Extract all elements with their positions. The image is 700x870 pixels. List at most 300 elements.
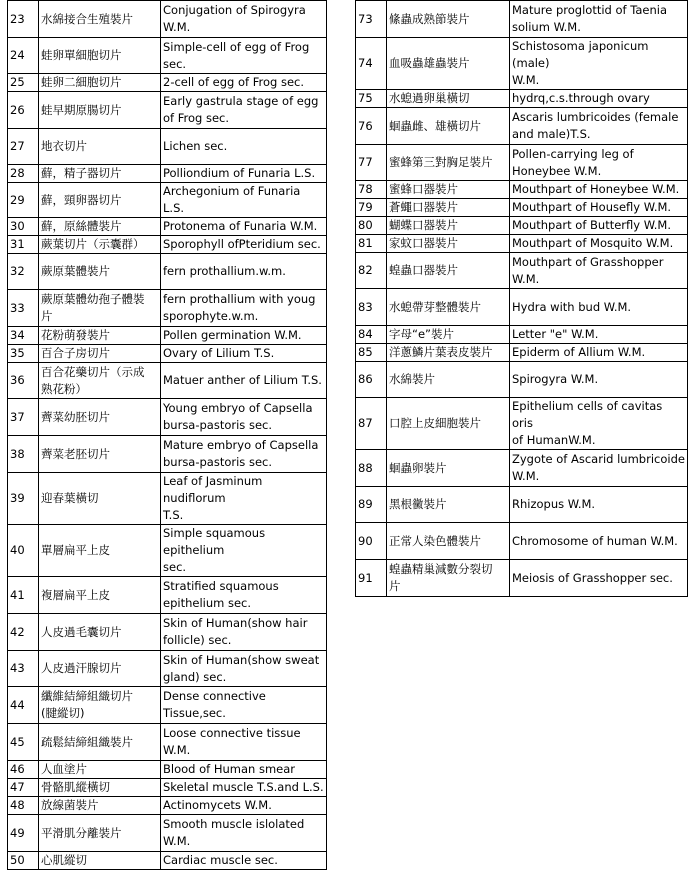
english-name [510, 181, 688, 199]
chinese-name-line: 薺菜老胚切片 [41, 446, 110, 461]
table-row [8, 687, 327, 724]
chinese-name [39, 183, 161, 218]
chinese-name-line: 百合子房切片 [41, 346, 110, 360]
item-number: 23 [8, 1, 39, 38]
table-row [356, 450, 688, 487]
chinese-name-line: 花粉萌發裝片 [41, 328, 110, 342]
chinese-name-line: 疏鬆結締組織裝片 [41, 734, 133, 749]
english-name-line: Mature embryo of Capsella [163, 438, 319, 452]
table-row [8, 1, 327, 38]
table-row [8, 399, 327, 436]
english-name-line: Ascaris lumbricoides (female [512, 110, 679, 124]
chinese-name [39, 577, 161, 614]
english-name-line: Pollen-carrying leg of [512, 146, 634, 161]
english-name-line: Stratified squamous [163, 579, 279, 593]
chinese-name [39, 290, 161, 327]
english-name-line: Smooth muscle islolated [163, 817, 305, 831]
english-name-line: Hydra with bud W.M. [512, 299, 632, 314]
chinese-name-line: 水綿接合生殖裝片 [41, 11, 133, 26]
item-number: 30 [8, 218, 39, 236]
chinese-name-line: 蘚，原絲體裝片 [41, 219, 122, 233]
chinese-name [387, 450, 510, 487]
english-name [161, 345, 327, 363]
english-name-line: sec. [163, 560, 187, 574]
english-name-line: Mouthpart of Housefly W.M. [512, 200, 672, 214]
english-name-line: Leaf of Jasminum nudiflorum [163, 474, 263, 505]
english-name-line: Sporophyll ofPteridium sec. [163, 237, 321, 251]
chinese-name [39, 852, 161, 870]
item-number: 73 [356, 1, 387, 38]
chinese-name-line: 地衣切片 [41, 139, 87, 153]
english-name [510, 560, 688, 597]
item-number: 26 [8, 92, 39, 129]
english-name-line: Spirogyra W.M. [512, 372, 599, 386]
english-name-line: Pollen germination W.M. [163, 328, 302, 342]
chinese-name-line: 骨骼肌縱橫切 [41, 780, 110, 794]
item-number: 78 [356, 181, 387, 199]
english-name-line: Archegonium of Funaria L.S. [163, 184, 301, 215]
chinese-name-line: 平滑肌分離裝片 [41, 825, 122, 840]
chinese-name [39, 1, 161, 38]
english-name-line: of Frog sec. [163, 111, 230, 125]
english-name [161, 218, 327, 236]
table-row [356, 487, 688, 523]
english-name [161, 577, 327, 614]
english-name-line: Epithelium cells of cavitas oris [512, 399, 663, 430]
chinese-name-line: 迎春葉橫切 [41, 491, 99, 505]
chinese-name-line: 纖維結締組織切片 [41, 689, 133, 703]
english-name-line: fern prothallium.w.m. [163, 264, 286, 278]
chinese-name-line: 家蚊口器裝片 [389, 236, 458, 250]
english-name-line: W.M. [512, 271, 540, 286]
english-name-line: Blood of Human smear [163, 762, 296, 776]
table-row [356, 199, 688, 217]
english-name-line: sporophyte.w.m. [163, 309, 259, 323]
item-number: 79 [356, 199, 387, 217]
english-name [161, 92, 327, 129]
english-name-line: Chromosome of human W.M. [512, 533, 678, 548]
english-name-line: W.M. [512, 73, 540, 87]
chinese-name-line: 人皮過汗腺切片 [41, 661, 122, 675]
table-row [8, 852, 327, 870]
table-row [8, 92, 327, 129]
chinese-name [387, 90, 510, 108]
item-number: 24 [8, 38, 39, 74]
chinese-name-line: 水綿裝片 [389, 372, 435, 386]
chinese-name-line: 蒼蠅口器裝片 [389, 200, 458, 214]
chinese-name-line: 蛔蟲雌、雄橫切片 [389, 118, 481, 133]
item-number: 41 [8, 577, 39, 614]
english-name-line: Mouthpart of Butterfly W.M. [512, 218, 672, 232]
english-name-line: T.S. [163, 508, 184, 522]
table-row [8, 38, 327, 74]
chinese-name [387, 253, 510, 289]
english-name [161, 236, 327, 254]
item-number: 31 [8, 236, 39, 254]
english-name [161, 399, 327, 436]
chinese-name-line: 人血塗片 [41, 762, 87, 776]
english-name-line: Schistosoma japonicum (male) [512, 39, 649, 70]
chinese-name-line: 蝗蟲精巢減數分裂切 [389, 562, 493, 576]
chinese-name [39, 473, 161, 525]
chinese-name [39, 815, 161, 852]
chinese-name [39, 254, 161, 290]
table-row [8, 363, 327, 399]
chinese-name [39, 345, 161, 363]
english-name-line: Polliondium of Funaria L.S. [163, 166, 316, 180]
english-name-line: Letter "e" W.M. [512, 327, 599, 341]
table-row [356, 362, 688, 398]
table-row [356, 289, 688, 326]
english-name-line: bursa-pastoris sec. [163, 418, 273, 432]
item-number: 39 [8, 473, 39, 525]
english-name-line: Skeletal muscle T.S.and L.S. [163, 780, 324, 794]
chinese-name [39, 614, 161, 651]
table-row [8, 724, 327, 761]
english-name [510, 450, 688, 487]
english-name-line: sec. [163, 56, 187, 71]
item-number: 49 [8, 815, 39, 852]
english-name-line: Cardiac muscle sec. [163, 853, 278, 867]
english-name-line: W.M. [512, 469, 540, 483]
chinese-name [387, 38, 510, 90]
chinese-name [39, 38, 161, 74]
english-name [510, 523, 688, 560]
chinese-name-line: 蛙卵單細胞切片 [41, 48, 122, 62]
item-number: 83 [356, 289, 387, 326]
english-name-line: of HumanW.M. [512, 433, 596, 447]
english-name [161, 525, 327, 577]
item-number: 44 [8, 687, 39, 724]
english-name-line: Mouthpart of Mosquito W.M. [512, 236, 674, 250]
chinese-name-line: 水螅帶芽整體裝片 [389, 299, 481, 314]
chinese-name [387, 217, 510, 235]
english-name [161, 815, 327, 852]
english-name-line: Young embryo of Capsella [163, 401, 313, 415]
chinese-name [39, 797, 161, 815]
english-name-line: gland) sec. [163, 669, 227, 684]
table-row [356, 90, 688, 108]
english-name [161, 797, 327, 815]
english-name-line: Actinomycets W.M. [163, 798, 272, 812]
table-row [8, 236, 327, 254]
chinese-name [387, 398, 510, 450]
chinese-name-line: 蝗蟲口器裝片 [389, 263, 458, 277]
english-name [161, 651, 327, 687]
english-name [510, 235, 688, 253]
english-name [161, 473, 327, 525]
chinese-name-line: 人皮過毛囊切片 [41, 624, 122, 639]
chinese-name [39, 74, 161, 92]
item-number: 27 [8, 129, 39, 165]
chinese-name [387, 1, 510, 38]
item-number: 34 [8, 327, 39, 345]
item-number: 38 [8, 436, 39, 473]
english-name-line: follicle) sec. [163, 633, 232, 647]
chinese-name [39, 761, 161, 779]
english-name [510, 1, 688, 38]
english-name-line: Dense connective [163, 689, 266, 703]
table-row [8, 183, 327, 218]
english-name-line: Early gastrula stage of egg [163, 94, 319, 108]
chinese-name [39, 327, 161, 345]
chinese-name-line: 蘚，精子器切片 [41, 166, 122, 180]
table-row [8, 651, 327, 687]
english-name [161, 1, 327, 38]
table-row [356, 560, 688, 597]
table-row [356, 181, 688, 199]
item-number: 77 [356, 145, 387, 181]
english-name-line: epithelium sec. [163, 596, 252, 610]
specimen-table-left [7, 0, 327, 870]
chinese-name-line: 片 [389, 579, 401, 593]
chinese-name [39, 436, 161, 473]
english-name-line: Mouthpart of Grasshopper [512, 254, 664, 269]
chinese-name-line: 蕨葉切片（示囊群） [41, 237, 145, 251]
chinese-name-line: 蛙早期原腸切片 [41, 102, 122, 117]
chinese-name [387, 344, 510, 362]
table-row [8, 473, 327, 525]
item-number: 46 [8, 761, 39, 779]
table-row [356, 523, 688, 560]
item-number: 43 [8, 651, 39, 687]
english-name-line: Epiderm of Allium W.M. [512, 345, 646, 359]
chinese-name-line: 單層扁平上皮 [41, 543, 110, 557]
item-number: 81 [356, 235, 387, 253]
chinese-name [39, 687, 161, 724]
table-row [8, 779, 327, 797]
item-number: 48 [8, 797, 39, 815]
table-row [356, 235, 688, 253]
english-name-line: Honeybee W.M. [512, 163, 602, 178]
item-number: 35 [8, 345, 39, 363]
table-row [8, 614, 327, 651]
table-row [356, 344, 688, 362]
english-name [161, 852, 327, 870]
english-name-line: fern prothallium with youg [163, 292, 316, 306]
english-name-line: Simple-cell of egg of Frog [163, 39, 310, 54]
item-number: 88 [356, 450, 387, 487]
english-name-line: Rhizopus W.M. [512, 497, 596, 511]
chinese-name-line: 蝴蝶口器裝片 [389, 218, 458, 232]
english-name-line: solium W.M. [512, 20, 581, 34]
english-name-line: Simple squamous epithelium [163, 526, 266, 557]
english-name-line: Loose connective tissue [163, 726, 301, 740]
chinese-name [387, 523, 510, 560]
item-number: 87 [356, 398, 387, 450]
chinese-name [387, 487, 510, 523]
english-name-line: hydrq,c.s.through ovary [512, 91, 650, 105]
english-name [510, 199, 688, 217]
english-name-line: Meiosis of Grasshopper sec. [512, 570, 673, 585]
table-row [8, 797, 327, 815]
chinese-name-line: 放線菌裝片 [41, 798, 99, 812]
chinese-name [39, 218, 161, 236]
chinese-name [387, 326, 510, 344]
item-number: 91 [356, 560, 387, 597]
chinese-name-line: 蛔蟲卵裝片 [389, 460, 447, 475]
english-name [161, 724, 327, 761]
chinese-name-line: 蕨原葉體幼孢子體裝 [41, 292, 145, 306]
table-row [356, 1, 688, 38]
english-name-line: W.M. [163, 834, 191, 848]
chinese-name [39, 724, 161, 761]
chinese-name [39, 129, 161, 165]
table-row [356, 217, 688, 235]
item-number: 45 [8, 724, 39, 761]
item-number: 76 [356, 108, 387, 145]
chinese-name [39, 525, 161, 577]
item-number: 32 [8, 254, 39, 290]
chinese-name-line: 薺菜幼胚切片 [41, 409, 110, 424]
chinese-name [387, 145, 510, 181]
english-name [161, 327, 327, 345]
english-name [161, 779, 327, 797]
english-name-line: Lichen sec. [163, 139, 228, 153]
chinese-name-line: 複層扁平上皮 [41, 587, 110, 602]
item-number: 82 [356, 253, 387, 289]
chinese-name-line: 口腔上皮細胞裝片 [389, 416, 481, 430]
english-name-line: Protonema of Funaria W.M. [163, 219, 318, 233]
chinese-name-line: 水螅過卵巢橫切 [389, 91, 470, 105]
english-name-line: Ovary of Lilium T.S. [163, 346, 275, 360]
table-row [8, 436, 327, 473]
item-number: 36 [8, 363, 39, 399]
english-name-line: W.M. [163, 743, 191, 757]
english-name [510, 253, 688, 289]
item-number: 40 [8, 525, 39, 577]
english-name-line: Matuer anther of Lilium T.S. [163, 373, 322, 387]
chinese-name [39, 92, 161, 129]
chinese-name [387, 181, 510, 199]
chinese-name [387, 289, 510, 326]
english-name-line: Skin of Human(show hair [163, 616, 308, 630]
item-number: 89 [356, 487, 387, 523]
chinese-name-line: 蘚，頸卵器切片 [41, 192, 122, 207]
item-number: 33 [8, 290, 39, 327]
english-name-line: Skin of Human(show sweat [163, 652, 320, 667]
item-number: 25 [8, 74, 39, 92]
table-row [8, 254, 327, 290]
table-row [8, 327, 327, 345]
table-row [8, 525, 327, 577]
chinese-name [387, 560, 510, 597]
specimen-table-right [355, 0, 688, 597]
item-number: 86 [356, 362, 387, 398]
english-name [161, 74, 327, 92]
table-row [8, 218, 327, 236]
english-name [510, 362, 688, 398]
english-name [510, 289, 688, 326]
chinese-name [387, 235, 510, 253]
english-name-line: and male)T.S. [512, 127, 591, 141]
english-name [161, 436, 327, 473]
item-number: 85 [356, 344, 387, 362]
english-name [161, 290, 327, 327]
english-name-line: Zygote of Ascarid lumbricoide [512, 452, 685, 466]
english-name [510, 217, 688, 235]
item-number: 90 [356, 523, 387, 560]
chinese-name [39, 363, 161, 399]
chinese-name [387, 362, 510, 398]
english-name [510, 398, 688, 450]
english-name [161, 254, 327, 290]
english-name-line: Conjugation of Spirogyra [163, 3, 306, 17]
english-name [161, 165, 327, 183]
table-row [8, 577, 327, 614]
chinese-name [39, 165, 161, 183]
english-name-line: Mature proglottid of Taenia [512, 3, 667, 17]
item-number: 37 [8, 399, 39, 436]
english-name [161, 761, 327, 779]
item-number: 74 [356, 38, 387, 90]
english-name-line: Tissue,sec. [163, 706, 226, 720]
chinese-name-line: 洋蔥鱗片葉表皮裝片 [389, 345, 493, 359]
chinese-name [39, 399, 161, 436]
table-row [356, 38, 688, 90]
item-number: 29 [8, 183, 39, 218]
table-row [356, 326, 688, 344]
english-name-line: 2-cell of egg of Frog sec. [163, 75, 305, 89]
chinese-name-line: 蕨原葉體裝片 [41, 264, 110, 278]
chinese-name [387, 108, 510, 145]
item-number: 28 [8, 165, 39, 183]
chinese-name [39, 651, 161, 687]
chinese-name-line: 黑根黴裝片 [389, 497, 447, 511]
chinese-name-line: 蛙卵二細胞切片 [41, 75, 122, 89]
english-name [161, 129, 327, 165]
item-number: 84 [356, 326, 387, 344]
item-number: 50 [8, 852, 39, 870]
chinese-name-line: 片 [41, 309, 53, 323]
chinese-name [387, 199, 510, 217]
english-name [161, 183, 327, 218]
chinese-name-line: 字母“e”裝片 [389, 327, 454, 341]
item-number: 42 [8, 614, 39, 651]
chinese-name-line: (腱縱切) [41, 706, 85, 720]
table-row [356, 253, 688, 289]
table-row [8, 74, 327, 92]
table-row [8, 290, 327, 327]
table-row [8, 815, 327, 852]
english-name [510, 145, 688, 181]
english-name [510, 38, 688, 90]
chinese-name [39, 779, 161, 797]
english-name [161, 687, 327, 724]
chinese-name-line: 心肌縱切 [41, 853, 87, 867]
table-row [8, 165, 327, 183]
english-name-line: Mouthpart of Honeybee W.M. [512, 182, 680, 196]
table-row [356, 398, 688, 450]
english-name [161, 614, 327, 651]
chinese-name [39, 236, 161, 254]
english-name [161, 38, 327, 74]
table-row [8, 345, 327, 363]
english-name [510, 344, 688, 362]
english-name [510, 90, 688, 108]
chinese-name-line: 百合花藥切片（示成 [41, 364, 145, 379]
english-name [161, 363, 327, 399]
chinese-name-line: 熟花粉） [41, 381, 87, 396]
chinese-name-line: 蜜蜂口器裝片 [389, 182, 458, 196]
english-name-line: W.M. [163, 20, 191, 34]
item-number: 80 [356, 217, 387, 235]
table-row [8, 129, 327, 165]
english-name [510, 108, 688, 145]
english-name-line: bursa-pastoris sec. [163, 455, 273, 469]
table-row [356, 108, 688, 145]
chinese-name-line: 蜜蜂第三對胸足裝片 [389, 155, 493, 169]
